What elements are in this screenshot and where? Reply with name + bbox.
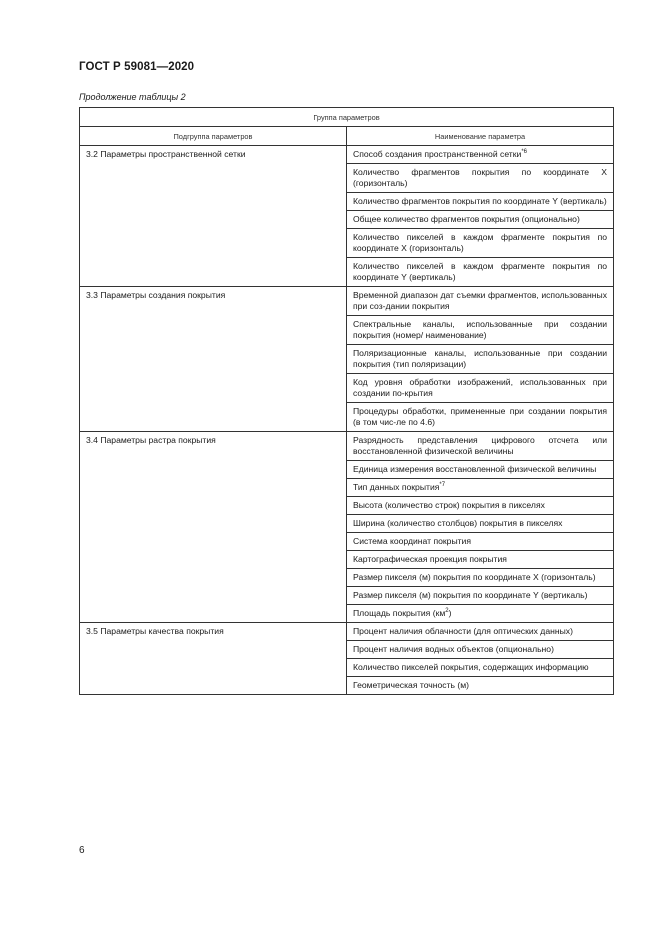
parameter-name-text: Размер пикселя (м) покрытия по координате X (горизонталь) bbox=[353, 572, 596, 582]
parameter-name-text: Разрядность представления цифрового отсчета или восстановленной физической величины bbox=[353, 435, 607, 456]
group-header-row bbox=[80, 108, 614, 127]
table-row bbox=[80, 287, 614, 316]
subgroup-cell: 3.5 Параметры качества покрытия bbox=[80, 623, 347, 695]
parameter-name-cell bbox=[347, 193, 614, 211]
parameter-name-suffix: ) bbox=[448, 608, 452, 618]
parameter-name-text: Код уровня обработки изображений, использованных при создании по-крытия bbox=[353, 377, 607, 398]
document-code: ГОСТ Р 59081—2020 bbox=[79, 61, 195, 73]
table-continuation-caption: Продолжение таблицы 2 bbox=[79, 92, 186, 102]
column-header-row bbox=[80, 127, 614, 146]
parameter-name-cell bbox=[347, 258, 614, 287]
parameter-name-cell bbox=[347, 146, 614, 164]
parameter-name-text: Временной диапазон дат съемки фрагментов, использованных при соз-дании покрытия bbox=[353, 290, 607, 311]
parameter-name-text: Количество пикселей в каждом фрагменте покрытия по координате X (горизонталь) bbox=[353, 232, 607, 253]
parameter-name-cell bbox=[347, 515, 614, 533]
parameter-name-cell bbox=[347, 659, 614, 677]
parameter-name-text: Тип данных покрытия bbox=[353, 482, 440, 492]
parameter-name-text: Поляризационные каналы, использованные при создании покрытия (тип поляризации) bbox=[353, 348, 607, 369]
parameter-name-text: Количество пикселей в каждом фрагменте покрытия по координате Y (вертикаль) bbox=[353, 261, 607, 282]
parameter-name-text: Процедуры обработки, примененные при создании покрытия (в том чис-ле по 4.6) bbox=[353, 406, 607, 427]
parameter-name-text: Система координат покрытия bbox=[353, 536, 472, 546]
parameter-name-text: Процент наличия облачности (для оптических данных) bbox=[353, 626, 573, 636]
parameter-name-cell bbox=[347, 287, 614, 316]
parameter-name-cell bbox=[347, 605, 614, 623]
table-row bbox=[80, 623, 614, 641]
parameter-name-text: Спектральные каналы, использованные при создании покрытия (номер/ наименование) bbox=[353, 319, 607, 340]
parameter-name-text: Картографическая проекция покрытия bbox=[353, 554, 507, 564]
parameter-name-text: Количество пикселей покрытия, содержащих информацию bbox=[353, 662, 589, 672]
parameter-name-cell bbox=[347, 374, 614, 403]
parameter-name-cell bbox=[347, 551, 614, 569]
parameter-name-cell bbox=[347, 229, 614, 258]
parameter-name-text: Общее количество фрагментов покрытия (опционально) bbox=[353, 214, 580, 224]
parameter-name-cell bbox=[347, 403, 614, 432]
parameter-name-cell bbox=[347, 164, 614, 193]
parameter-name-cell bbox=[347, 211, 614, 229]
parameter-name-cell bbox=[347, 316, 614, 345]
parameter-name-text: Единица измерения восстановленной физической величины bbox=[353, 464, 597, 474]
parameter-name-cell bbox=[347, 677, 614, 695]
footnote-mark: *6 bbox=[521, 149, 527, 156]
parameter-name-cell bbox=[347, 569, 614, 587]
parameter-name-cell bbox=[347, 497, 614, 515]
group-header: Группа параметров bbox=[80, 108, 614, 127]
table-body bbox=[80, 146, 614, 695]
footnote-mark: *7 bbox=[439, 482, 446, 489]
parameter-name-cell bbox=[347, 533, 614, 551]
column-header-subgroup: Подгруппа параметров bbox=[80, 127, 347, 146]
parameter-name-text: Геометрическая точность (м) bbox=[353, 680, 470, 690]
subgroup-cell: 3.2 Параметры пространственной сетки bbox=[80, 146, 347, 287]
parameter-name-text: Площадь покрытия (км bbox=[353, 608, 446, 618]
parameter-name-text: Процент наличия водных объектов (опционально) bbox=[353, 644, 554, 654]
page-number: 6 bbox=[79, 845, 85, 856]
subgroup-cell: 3.4 Параметры растра покрытия bbox=[80, 432, 347, 623]
parameter-name-cell bbox=[347, 641, 614, 659]
parameter-name-cell bbox=[347, 461, 614, 479]
parameter-name-text: Количество фрагментов покрытия по координате Y (вертикаль) bbox=[353, 196, 607, 206]
footnote-mark: 2 bbox=[445, 608, 449, 615]
parameter-name-text: Ширина (количество столбцов) покрытия в пикселях bbox=[353, 518, 563, 528]
parameter-name-text: Размер пикселя (м) покрытия по координате Y (вертикаль) bbox=[353, 590, 588, 600]
parameter-name-cell bbox=[347, 587, 614, 605]
parameters-table bbox=[79, 107, 614, 695]
parameter-name-text: Высота (количество строк) покрытия в пикселях bbox=[353, 500, 545, 510]
subgroup-cell: 3.3 Параметры создания покрытия bbox=[80, 287, 347, 432]
table-row bbox=[80, 432, 614, 461]
column-header-name: Наименование параметра bbox=[347, 127, 614, 146]
parameter-name-text: Способ создания пространственной сетки bbox=[353, 149, 522, 159]
parameter-name-cell bbox=[347, 432, 614, 461]
parameter-name-cell bbox=[347, 345, 614, 374]
parameter-name-cell bbox=[347, 623, 614, 641]
parameter-name-text: Количество фрагментов покрытия по координате X (горизонталь) bbox=[353, 167, 607, 188]
table-row bbox=[80, 146, 614, 164]
parameter-name-cell bbox=[347, 479, 614, 497]
